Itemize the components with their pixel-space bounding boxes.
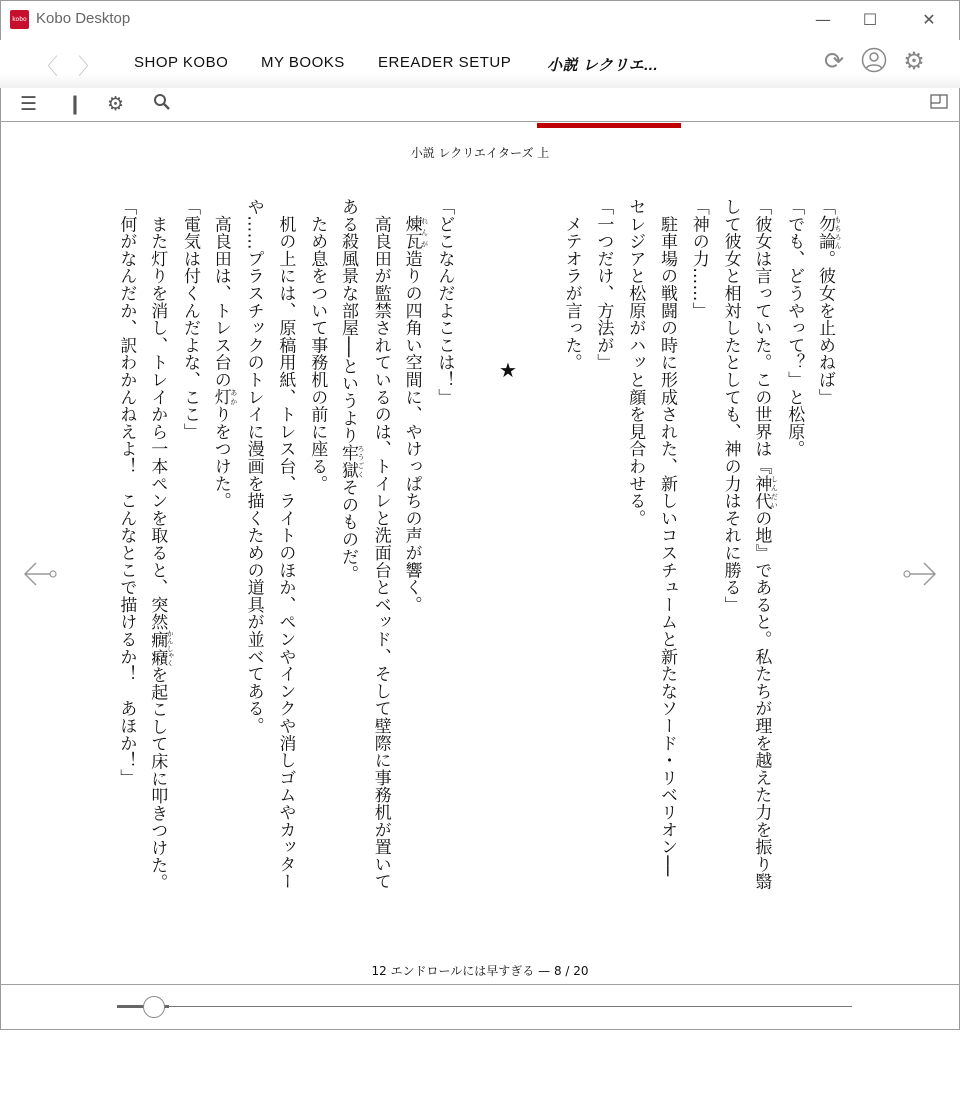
text-segment: を起こして床に叩きつけた。 bbox=[147, 666, 168, 891]
tab-ereader-setup[interactable]: EREADER SETUP bbox=[378, 54, 512, 71]
text-segment: 「電気は付くんだよな、ここ」 bbox=[180, 198, 200, 441]
progress-track[interactable] bbox=[117, 1006, 852, 1007]
tab-shop-kobo[interactable]: SHOP KOBO bbox=[134, 54, 229, 71]
title-bar bbox=[0, 0, 960, 40]
text-column bbox=[683, 198, 715, 938]
ruby-reading: あか bbox=[229, 388, 238, 406]
active-tab-indicator bbox=[537, 123, 681, 128]
text-segment: メテオラが言った。 bbox=[561, 198, 582, 371]
text-segment: や……プラスチックのトレイに漫画を描くための道具が並べてある。 bbox=[243, 198, 264, 735]
page-footer bbox=[0, 962, 960, 979]
text-column bbox=[715, 198, 747, 938]
text-column bbox=[746, 198, 778, 938]
text-column bbox=[651, 198, 683, 938]
ruby-reading: ろうごく bbox=[357, 443, 365, 479]
page-number: 8 / 20 bbox=[553, 964, 589, 978]
text-column bbox=[778, 198, 810, 938]
text-column bbox=[460, 198, 492, 938]
list-icon[interactable]: ☰ bbox=[20, 93, 38, 115]
tab-my-books[interactable]: MY BOOKS bbox=[261, 54, 345, 71]
text-segment: 「 bbox=[815, 198, 835, 216]
text-segment: 駐車場の戦闘の時に形成された、新しいコスチュームと新たなソード・リベリオン── bbox=[657, 198, 677, 877]
text-segment: ため息をついて事務机の前に座る。 bbox=[307, 198, 328, 493]
footer-separator: — bbox=[538, 964, 551, 978]
next-page-icon[interactable] bbox=[902, 560, 938, 595]
ruby-reading: しんだい bbox=[770, 474, 779, 510]
settings-gear-icon[interactable]: ⚙ bbox=[903, 47, 925, 75]
text-segment: セレジアと松原がハッと顔を見合わせる。 bbox=[625, 198, 646, 527]
progress-slider-thumb[interactable] bbox=[143, 996, 165, 1018]
text-column bbox=[556, 198, 588, 938]
text-column bbox=[174, 198, 206, 938]
text-segment: 「彼女は言っていた。この世界は『 bbox=[751, 198, 772, 475]
text-segment: 「一つだけ、方法が」 bbox=[593, 198, 614, 371]
text-segment: して彼女と相対したとしても、神の力はそれに勝る」 bbox=[720, 198, 741, 614]
back-arrow-icon[interactable]: 〈 bbox=[36, 55, 59, 80]
text-segment: また灯りを消し、トレイから一本ペンを取ると、突然 bbox=[147, 198, 168, 631]
ruby-text: 牢獄 ろうごく bbox=[338, 443, 365, 479]
account-icon[interactable] bbox=[860, 47, 888, 75]
text-segment: そのものだ。 bbox=[338, 478, 358, 583]
text-segment: 高良田が監禁されているのは、トイレと洗面台とベッド、そして壁際に事務机が置いて bbox=[370, 198, 391, 890]
ruby-text: 煉瓦 れんが bbox=[401, 215, 429, 250]
text-segment: 「どこなんだよここは！」 bbox=[434, 198, 455, 406]
window-title: Kobo Desktop bbox=[36, 10, 131, 27]
close-button[interactable]: ✕ bbox=[922, 10, 936, 29]
ruby-reading: かんしゃく bbox=[166, 630, 175, 667]
maximize-button[interactable]: ☐ bbox=[862, 10, 878, 29]
text-column bbox=[428, 198, 460, 938]
text-segment bbox=[402, 198, 422, 215]
text-column bbox=[365, 198, 397, 938]
section-break-star: ★ bbox=[496, 358, 520, 383]
text-segment: ある殺風景な部屋──というより bbox=[338, 198, 358, 444]
text-column bbox=[810, 198, 842, 938]
reader-toolbar bbox=[0, 88, 960, 122]
text-column bbox=[333, 198, 365, 938]
forward-arrow-icon[interactable]: 〉 bbox=[78, 55, 101, 80]
progress-bar bbox=[0, 984, 960, 1031]
highlighter-icon[interactable]: ❙ bbox=[67, 93, 83, 115]
text-segment: 「神の力……」 bbox=[688, 198, 709, 320]
text-segment: の地』であると。私たちが理を越えた力を振り翳 bbox=[751, 509, 772, 891]
ruby-text: 灯 あか bbox=[210, 388, 238, 406]
text-column bbox=[142, 198, 174, 938]
text-column bbox=[301, 198, 333, 938]
text-column bbox=[206, 198, 238, 938]
text-column bbox=[238, 198, 270, 938]
sync-icon[interactable]: ⟳ bbox=[823, 47, 845, 75]
text-column bbox=[524, 198, 556, 938]
kobo-logo: kobo bbox=[10, 10, 29, 29]
text-segment: 造りの四角い空間に、やけっぱちの声が響く。 bbox=[401, 249, 422, 614]
main-nav bbox=[0, 40, 960, 88]
text-segment: 机の上には、原稿用紙、トレス台、ライトのほか、ペンやインクや消しゴムやカッター bbox=[275, 198, 296, 890]
ruby-text: 神代 しんだい bbox=[751, 474, 779, 510]
previous-page-icon[interactable] bbox=[22, 560, 58, 595]
text-column bbox=[110, 198, 142, 938]
text-column bbox=[619, 198, 651, 938]
ruby-text: 勿論 もちろん bbox=[815, 215, 842, 250]
chapter-title: 12 エンドロールには早すぎる bbox=[371, 964, 535, 978]
minimize-button[interactable]: — bbox=[815, 10, 831, 29]
two-page-icon[interactable] bbox=[930, 93, 948, 115]
gear-icon[interactable]: ⚙ bbox=[107, 93, 125, 115]
book-title: 小説 レクリエイターズ 上 bbox=[410, 146, 550, 160]
ruby-text: 癇癪 かんしゃく bbox=[147, 630, 175, 667]
text-segment: 「でも、どうやって？」と松原。 bbox=[784, 198, 805, 458]
text-segment: 。彼女を止めねば」 bbox=[815, 249, 835, 406]
text-column bbox=[397, 198, 429, 938]
search-icon[interactable] bbox=[153, 93, 171, 116]
text-column bbox=[587, 198, 619, 938]
tab-current-book[interactable]: 小説 レクリエ... bbox=[547, 57, 659, 74]
text-segment: りをつけた。 bbox=[210, 405, 231, 510]
text-segment: 「何がなんだか、訳わかんねえよ！ こんなとこで描けるか！ あほか！」 bbox=[116, 198, 137, 787]
text-column bbox=[269, 198, 301, 938]
ruby-reading: れんが bbox=[420, 215, 429, 250]
ruby-reading: もちろん bbox=[834, 215, 842, 250]
text-segment: 高良田は、トレス台の bbox=[210, 198, 231, 389]
